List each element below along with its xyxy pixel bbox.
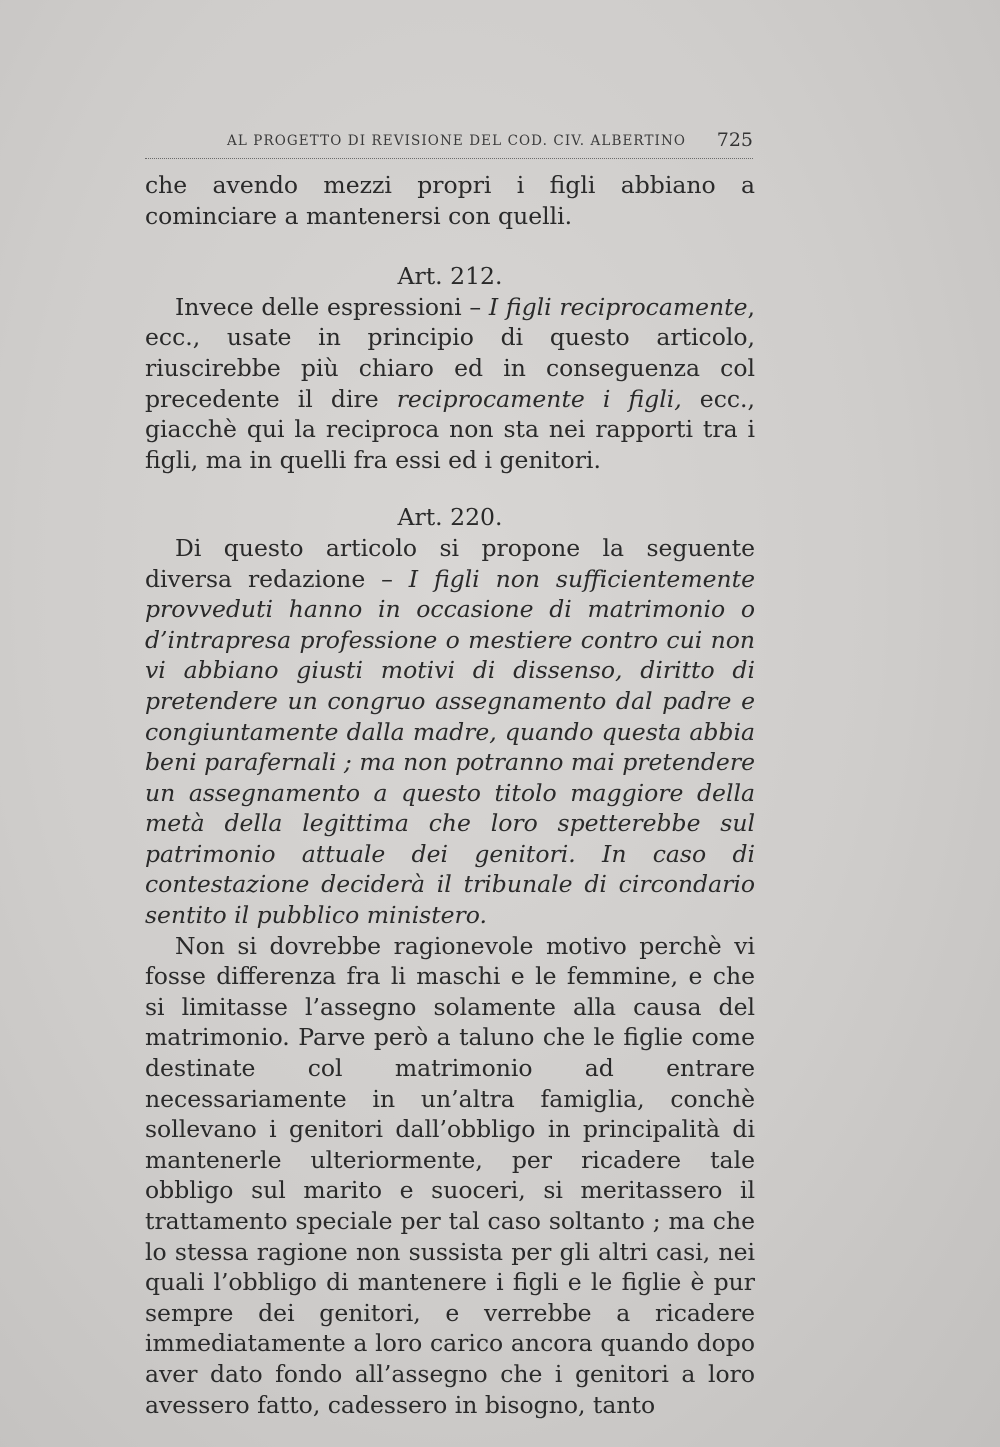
article-212-paragraph	[145, 292, 755, 476]
running-title: AL PROGETTO DI REVISIONE DEL COD. CIV. ALBERTINO	[227, 133, 687, 149]
article-212-text-2: , ecc., usate in principio di questo articolo, riuscirebbe più chiaro ed in conseguenza col precedente il dire	[145, 292, 755, 413]
article-220-heading: Art. 220.	[397, 503, 503, 532]
article-220-paragraph-2: Non si dovrebbe ragionevole motivo perchè vi fosse differenza fra li maschi e le femmine, e che si limitasse l’assegno solamente alla causa del matrimonio. Parve però a taluno che le figlie come destinate col matrimonio ad entrare necessariamente in un’altra famiglia, conchè sollevano i genitori dall’obbligo in principalità di mantenerle ulteriormente, per ricadere tale obbligo sul marito e suoceri, si meritassero il trattamento speciale per tal caso soltanto ; ma che lo stessa ragione non sussista per gli altri casi, nei quali l’obbligo di mantenere i figli e le figlie è pur sempre dei genitori, e verrebbe a ricadere immediatamente a loro carico ancora quando dopo aver dato fondo all’assegno che i genitori a loro avessero fatto, cadessero in bisogno, tanto	[145, 931, 755, 1419]
page-number: 725	[716, 129, 753, 151]
article-220-italic-1: I figli non sufficientemente provveduti hanno in occasione di matrimonio o d’intrapresa professione o mestiere contro cui non vi abbiano giusti motivi di dissenso, diritto di pretendere un congruo assegnamento dal padre e congiuntamente dalla madre, quando questa abbia beni parafernali ; ma non potranno mai pretendere un assegnamento a questo titolo maggiore della metà della legittima che loro spetterebbe sul patrimonio attuale dei genitori. In caso di contestazione deciderà il tribunale di circondario sentito il pubblico ministero.	[145, 564, 755, 930]
article-212-italic-1: I figli reciprocamente	[488, 292, 748, 321]
continuation-paragraph: che avendo mezzi propri i figli abbiano a cominciare a mantenersi con quelli.	[145, 171, 755, 230]
article-212-italic-2: reciprocamente i figli,	[396, 384, 682, 413]
article-212-text-1: Invece delle espressioni –	[175, 292, 489, 321]
article-220-paragraph-1	[145, 533, 755, 931]
page-header	[145, 128, 753, 159]
page-body	[145, 170, 755, 1420]
article-220-text-1: Di questo articolo si propone la seguente diversa redazione –	[145, 533, 755, 593]
article-212-text-3: ecc., giacchè qui la reciproca non sta nei rapporti tra i figli, ma in quelli fra essi ed i genitori.	[145, 384, 755, 474]
article-212-heading: Art. 212.	[397, 262, 503, 291]
